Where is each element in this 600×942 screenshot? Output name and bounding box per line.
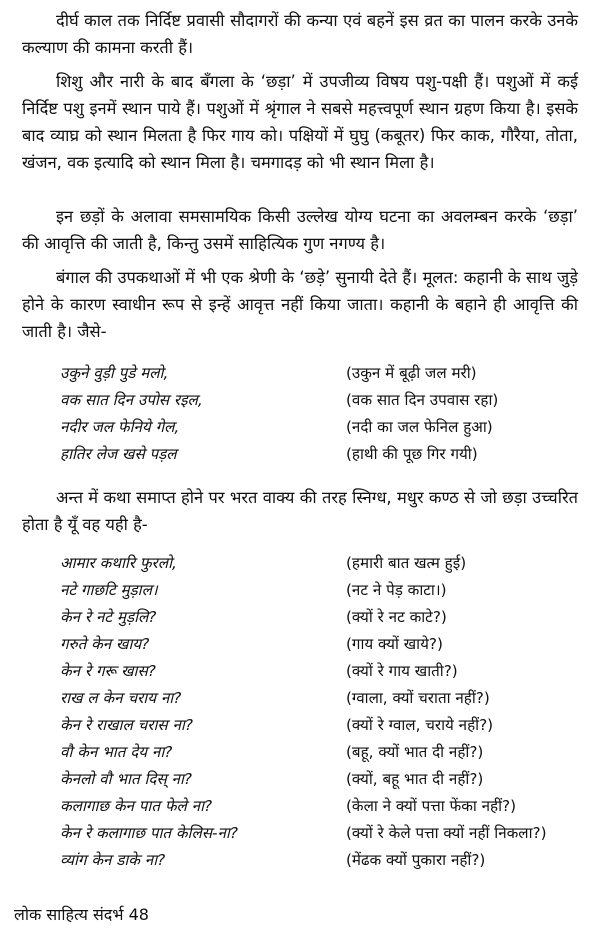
hindi-translation: (क्यों, बहू भात दी नहीं?)	[346, 770, 484, 788]
paragraph-5-text: अन्त में कथा समाप्त होने पर भरत वाक्य की तरह स्निग्ध, मधुर कण्ठ से जो छड़ा उच्चरित होता है यूँ वह यही है-	[22, 488, 578, 534]
bangla-line: हातिर लेज खसे पड़ल	[60, 445, 177, 463]
hindi-translation: (हमारी बात खत्म हुई)	[346, 554, 467, 572]
bangla-line: वौ केन भात देय ना?	[60, 743, 173, 761]
verse-block-1	[60, 360, 580, 468]
hindi-translation: (बहू, क्यों भात दी नहीं?)	[346, 743, 484, 761]
verse-line	[60, 604, 580, 631]
verse-line	[60, 550, 580, 577]
bangla-line: नदीर जल फेनिये गेल,	[60, 418, 180, 436]
hindi-translation: (केला ने क्यों पत्ता फेंका नहीं?)	[346, 797, 517, 815]
hindi-translation: (ग्वाला, क्यों चराता नहीं?)	[346, 689, 490, 707]
bangla-line: केन रे कलागाछ पात केलिस-ना?	[60, 824, 238, 842]
verse-line	[60, 739, 580, 766]
verse-line	[60, 793, 580, 820]
bangla-line: नटे गाछटि मुड़ाल।	[60, 581, 158, 599]
verse-line	[60, 820, 580, 847]
verse-line	[60, 414, 580, 441]
paragraph-2-text: शिशु और नारी के बाद बँगला के ‘छड़ा’ में उपजीव्य विषय पशु-पक्षी हैं। पशुओं में कई निर्दिष्ट पशु इनमें स्थान पाये हैं। पशुओं में श्रृंगाल ने सबसे महत्त्वपूर्ण स्थान ग्रहण किया है। इसके बाद व्याघ्र को स्थान मिलता है फिर गाय को। पक्षियों में घुघु (कबूतर) फिर काक, गौरैया, तोता, खंजन, वक इत्यादि को स्थान मिला है। चमगादड़ को भी स्थान मिला है।	[22, 72, 578, 172]
page-footer: लोक साहित्य संदर्भ 48	[14, 905, 149, 924]
bangla-line: कलागाछ केन पात फेले ना?	[60, 797, 213, 815]
bangla-line: केनलो वौ भात दिस् ना?	[60, 770, 192, 788]
paragraph-3-text: इन छड़ों के अलावा समसामयिक किसी उल्लेख योग्य घटना का अवलम्बन करके ‘छड़ा’ की आवृत्ति की जाती है, किन्तु उसमें साहित्यिक गुण नगण्य है।	[22, 207, 578, 253]
verse-line	[60, 847, 580, 874]
bangla-line: वक सात दिन उपोस रइल,	[60, 391, 203, 409]
bangla-line: केन रे राखाल चरास ना?	[60, 716, 193, 734]
paragraph-2	[22, 68, 578, 176]
hindi-translation: (नदी का जल फेनिल हुआ)	[346, 418, 493, 436]
verse-line	[60, 712, 580, 739]
verse-block-2	[60, 550, 580, 874]
verse-line	[60, 685, 580, 712]
bangla-line: केन रे गरू खास?	[60, 662, 156, 680]
paragraph-4-text: बंगाल की उपकथाओं में भी एक श्रेणी के ‘छड़े’ सुनायी देते हैं। मूलत: कहानी के साथ जुड़े होने के कारण स्वाधीन रूप से इन्हें आवृत्त नहीं किया जाता। कहानी के बहाने ही आवृत्ति की जाती है। जैसे-	[22, 268, 578, 341]
hindi-translation: (उकुन में बूढ़ी जल मरी)	[346, 364, 477, 382]
bangla-line: व्यांग केन डाके ना?	[60, 851, 166, 869]
bangla-line: उकुने वुड़ी पुडे मलो,	[60, 364, 169, 382]
hindi-translation: (गाय क्यों खाये?)	[346, 635, 443, 653]
verse-line	[60, 360, 580, 387]
hindi-translation: (हाथी की पूछ गिर गयी)	[346, 445, 478, 463]
hindi-translation: (वक सात दिन उपवास रहा)	[346, 391, 499, 409]
bangla-line: आमार कथारि फुरलो,	[60, 554, 177, 572]
hindi-translation: (नट ने पेड़ काटा।)	[346, 581, 447, 599]
bangla-line: राख ल केन चराय ना?	[60, 689, 182, 707]
hindi-translation: (क्यों रे नट काटे?)	[346, 608, 447, 626]
paragraph-4	[22, 264, 578, 345]
verse-line	[60, 577, 580, 604]
verse-line	[60, 441, 580, 468]
hindi-translation: (मेंढक क्यों पुकारा नहीं?)	[346, 851, 486, 869]
verse-line	[60, 658, 580, 685]
verse-line	[60, 766, 580, 793]
paragraph-5	[22, 484, 578, 538]
bangla-line: गरुते केन खाय?	[60, 635, 150, 653]
verse-line	[60, 631, 580, 658]
paragraph-1-text: दीर्घ काल तक निर्दिष्ट प्रवासी सौदागरों की कन्या एवं बहनें इस व्रत का पालन करके उनके कल्याण की कामना करती हैं।	[22, 11, 578, 57]
verse-line	[60, 387, 580, 414]
paragraph-1	[22, 7, 578, 61]
hindi-translation: (क्यों रे केले पत्ता क्यों नहीं निकला?)	[346, 824, 547, 842]
bangla-line: केन रे नटे मुड़लि?	[60, 608, 157, 626]
hindi-translation: (क्यों रे ग्वाल, चराये नहीं?)	[346, 716, 494, 734]
paragraph-3	[22, 203, 578, 257]
hindi-translation: (क्यों रे गाय खाती?)	[346, 662, 458, 680]
